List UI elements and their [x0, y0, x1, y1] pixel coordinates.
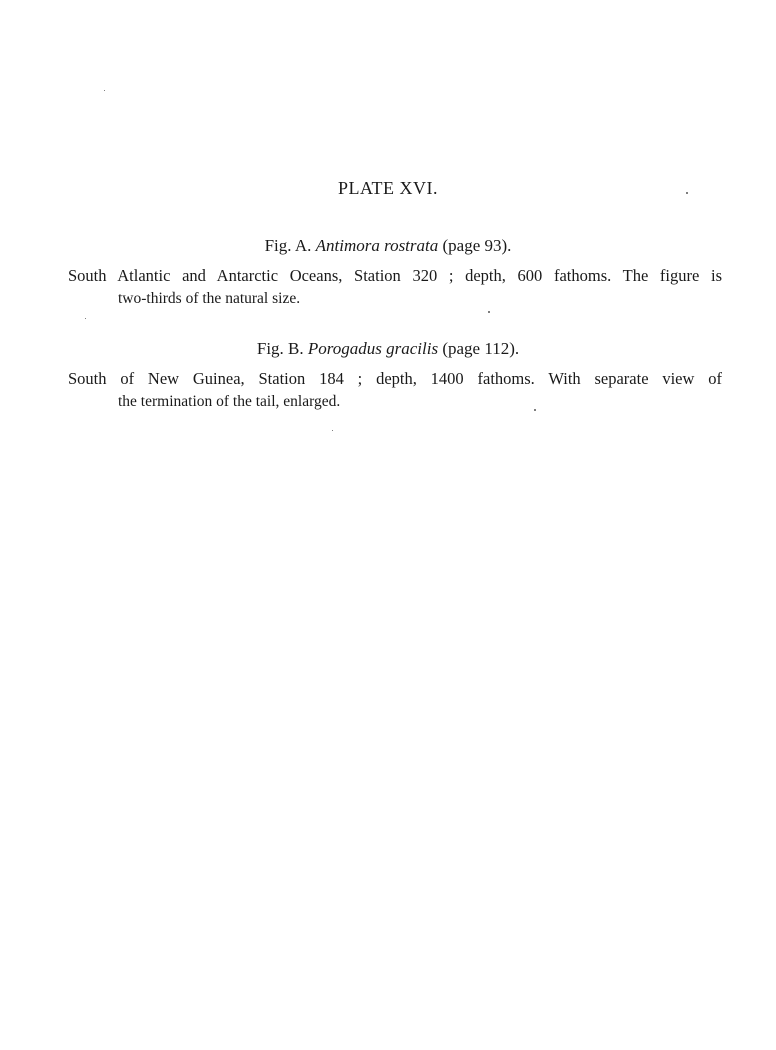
figure-a-heading	[0, 236, 776, 256]
figure-a-species: Antimora rostrata	[315, 236, 439, 255]
figure-b-species: Porogadus gracilis	[307, 339, 439, 358]
figure-a-caption-line1: South Atlantic and Antarctic Oceans, Station 320 ; depth, 600 fathoms. The figure is	[68, 266, 722, 285]
figure-b-label: Fig. B.	[256, 339, 304, 358]
scan-speck	[85, 318, 86, 319]
figure-a-page-ref: (page 93).	[442, 236, 512, 255]
figure-a-caption	[68, 264, 722, 310]
figure-b-caption	[68, 367, 722, 413]
scan-speck	[104, 90, 105, 91]
figure-b-page-ref: (page 112).	[442, 339, 520, 358]
figure-b-caption-line2: the termination of the tail, enlarged.	[118, 393, 341, 410]
scan-speck	[686, 192, 688, 194]
scan-speck	[488, 311, 490, 313]
figure-a-label: Fig. A.	[264, 236, 312, 255]
figure-b-heading	[0, 339, 776, 359]
figure-a-caption-line2: two-thirds of the natural size.	[118, 290, 301, 307]
scan-speck	[332, 430, 333, 431]
figure-b-caption-line1: South of New Guinea, Station 184 ; depth, 1400 fathoms. With separate view of	[68, 369, 722, 388]
scan-speck	[534, 409, 536, 411]
plate-title: PLATE XVI.	[338, 178, 438, 198]
